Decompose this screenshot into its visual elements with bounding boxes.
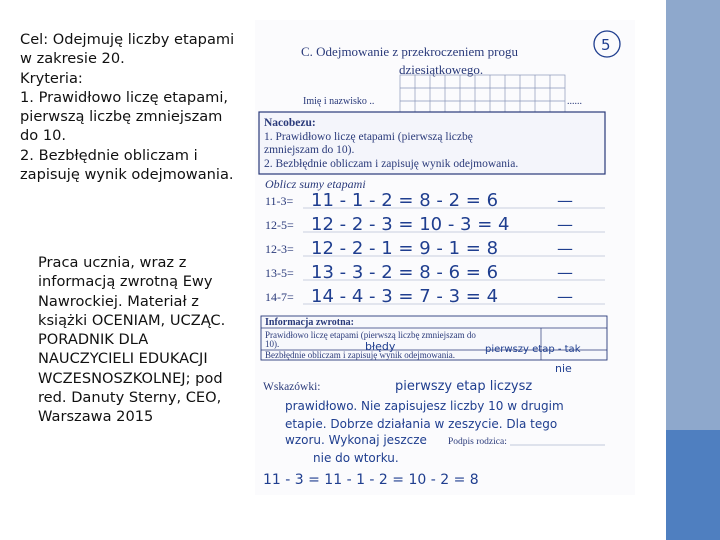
- feedback-item1-b: 10).: [265, 339, 280, 349]
- feedback-item1-a: Prawidłowo liczę etapami (pierwszą liczbę zmniejszam do: [265, 330, 476, 340]
- hint-line-2: prawidłowo. Nie zapisujesz liczby 10 w drugim: [285, 399, 564, 413]
- exercise-task: 13-5=: [265, 266, 294, 280]
- name-label: Imię i nazwisko ..: [303, 96, 375, 107]
- exercise-task: 11-3=: [265, 194, 294, 208]
- signature-label: Podpis rodzica:: [448, 437, 507, 447]
- name-grid: [400, 75, 565, 115]
- worksheet-title-2: dziesiątkowego.: [399, 62, 484, 77]
- nacobezu-item2: 2. Bezbłędnie obliczam i zapisuję wynik odejmowania.: [264, 158, 519, 170]
- exercise-row: [265, 214, 605, 235]
- exercise-work: 14 - 4 - 3 = 7 - 3 = 4: [311, 286, 499, 307]
- exercise-row: [265, 238, 605, 259]
- exercise-mark: —: [557, 191, 573, 210]
- exercise-row: [265, 190, 605, 211]
- feedback-table: [261, 316, 607, 375]
- worksheet-drawing: [255, 20, 635, 495]
- exercise-mark: —: [557, 239, 573, 258]
- exercise-work: 12 - 2 - 1 = 9 - 1 = 8: [311, 238, 499, 259]
- lesson-goal-line1: Cel: Odejmuję liczby etapami: [20, 31, 235, 48]
- nacobezu-item1-a: 1. Prawidłowo liczę etapami (pierwszą liczbę: [264, 131, 473, 143]
- feedback-note-first: pierwszy etap - tak: [485, 344, 581, 355]
- worksheet-title-1: C. Odejmowanie z przekroczeniem progu: [301, 44, 518, 59]
- source-caption: Praca ucznia, wraz z informacją zwrotną Ewy Nawrockiej. Materiał z książki OCENIAM, UCZĄC. PORADNIK DLA NAUCZYCIELI EDUKACJI WCZESNOSZKOLNEJ; pod red. Danuty Sterny, CEO, Warszawa 2015: [38, 254, 226, 426]
- feedback-item2: Bezbłędnie obliczam i zapisuję wynik odejmowania.: [265, 350, 455, 360]
- exercise-task: 12-3=: [265, 242, 294, 256]
- lesson-text: [20, 30, 245, 184]
- criterion-1: 1. Prawidłowo liczę etapami, pierwszą liczbę zmniejszam do 10.: [20, 88, 229, 145]
- exercise-mark: —: [557, 263, 573, 282]
- hint-line-4: wzoru. Wykonaj jeszcze: [285, 433, 427, 447]
- exercise-work: 13 - 3 - 2 = 8 - 6 = 6: [311, 262, 499, 283]
- exercise-work: 12 - 2 - 3 = 10 - 3 = 4: [311, 214, 510, 235]
- exercise-task: 14-7=: [265, 290, 294, 304]
- exercise-list: [265, 190, 605, 307]
- feedback-note-no: nie: [555, 362, 572, 375]
- worked-example: 11 - 3 = 11 - 1 - 2 = 10 - 2 = 8: [263, 472, 479, 488]
- side-bar-accent: [666, 430, 720, 540]
- nacobezu-item1-b: zmniejszam do 10).: [264, 144, 355, 156]
- feedback-heading: Informacja zwrotna:: [265, 317, 354, 328]
- worksheet-photo: [255, 20, 635, 495]
- lesson-goal-line2: w zakresie 20.: [20, 50, 125, 68]
- hint-line-5: nie do wtorku.: [313, 451, 399, 465]
- hint-line-1: pierwszy etap liczysz: [395, 379, 533, 394]
- exercise-mark: —: [557, 287, 573, 306]
- exercise-row: [265, 262, 605, 283]
- name-dots: ......: [567, 96, 582, 107]
- exercise-mark: —: [557, 215, 573, 234]
- feedback-note-errors: błędy: [365, 340, 396, 353]
- criterion-2: 2. Bezbłędnie obliczam i zapisuję wynik odejmowania.: [20, 146, 234, 184]
- hint-line-3: etapie. Dobrze działania w zeszycie. Dla tego: [285, 417, 558, 431]
- page-number: 5: [601, 36, 611, 54]
- hints-label: Wskazówki:: [263, 381, 321, 393]
- exercise-work: 11 - 1 - 2 = 8 - 2 = 6: [311, 190, 499, 211]
- nacobezu-heading: Nacobezu:: [264, 117, 316, 129]
- exercise-row: [265, 286, 605, 307]
- exercise-task: 12-5=: [265, 218, 294, 232]
- exercise-heading: Oblicz sumy etapami: [265, 177, 366, 191]
- criteria-heading: Kryteria:: [20, 69, 83, 87]
